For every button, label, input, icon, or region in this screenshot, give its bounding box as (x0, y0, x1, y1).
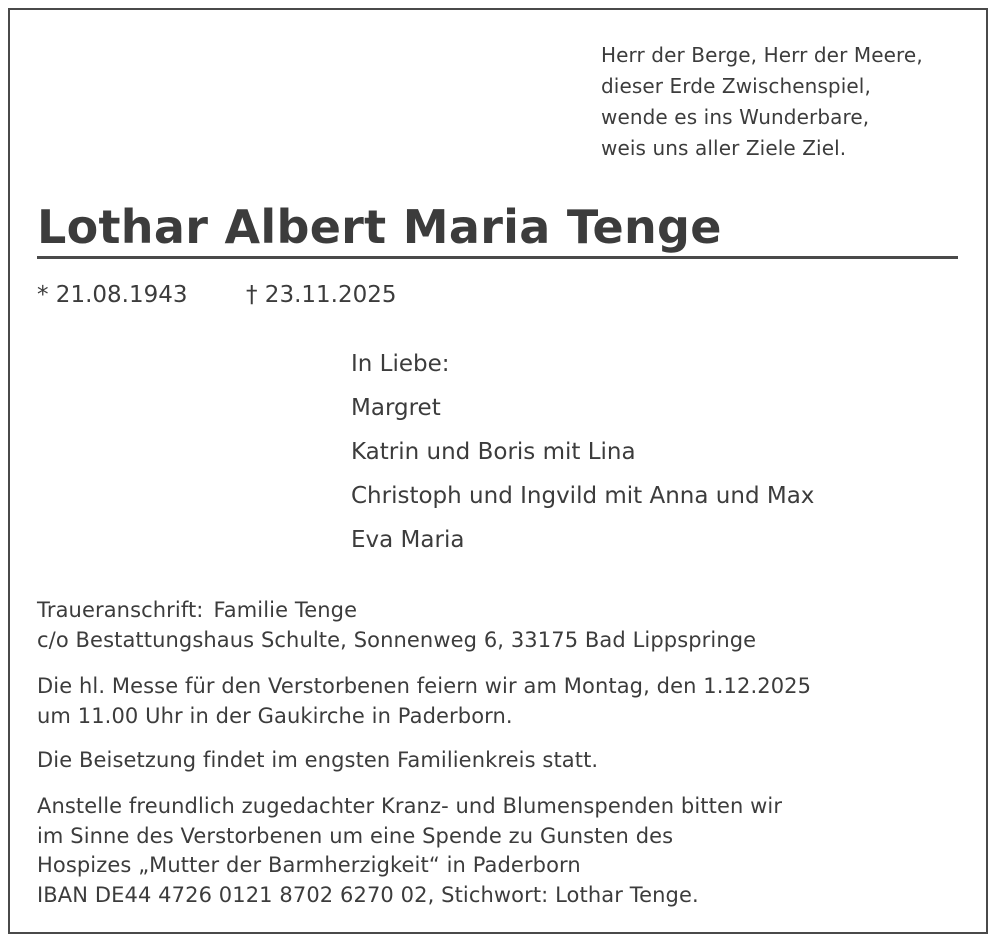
family-member: Eva Maria (351, 527, 465, 553)
verse-line: weis uns aller Ziele Ziel. (601, 136, 847, 160)
verse-line: dieser Erde Zwischenspiel, (601, 74, 871, 98)
mass-line: um 11.00 Uhr in der Gaukirche in Paderborn. (37, 703, 513, 728)
mourning-address (37, 596, 756, 655)
family-list (351, 342, 814, 562)
family-member: Christoph und Ingvild mit Anna und Max (351, 483, 815, 509)
donation-line: Anstelle freundlich zugedachter Kranz- und Blumenspenden bitten wir (37, 794, 783, 818)
donation-line: im Sinne des Verstorbenen um eine Spende zu Gunsten des (37, 823, 674, 848)
verse-line: wende es ins Wunderbare, (601, 105, 870, 129)
title-divider (37, 256, 958, 259)
family-member: Katrin und Boris mit Lina (351, 439, 636, 465)
mass-line: Die hl. Messe für den Verstorbenen feiern wir am Montag, den 1.12.2025 (37, 674, 812, 698)
donation-line: IBAN DE44 4726 0121 8702 6270 02, Stichwort: Lothar Tenge. (37, 882, 699, 907)
donation-line: Hospizes „Mutter der Barmherzigkeit“ in Paderborn (37, 853, 581, 877)
address-recipient: Familie Tenge (213, 598, 358, 622)
verse (601, 40, 923, 164)
burial-notice (37, 746, 598, 776)
verse-line: Herr der Berge, Herr der Meere, (601, 43, 923, 67)
death-date: † 23.11.2025 (246, 282, 397, 308)
address-label: Traueranschrift: (37, 598, 204, 622)
address-line: c/o Bestattungshaus Schulte, Sonnenweg 6, 33175 Bad Lippspringe (37, 627, 757, 652)
birth-date: * 21.08.1943 (37, 282, 188, 308)
deceased-name: Lothar Albert Maria Tenge (37, 200, 722, 254)
donation-notice (37, 792, 782, 910)
burial-line: Die Beisetzung findet im engsten Familienkreis statt. (37, 748, 599, 772)
family-member: Margret (351, 395, 441, 421)
mass-notice (37, 672, 811, 731)
family-intro: In Liebe: (351, 351, 450, 377)
